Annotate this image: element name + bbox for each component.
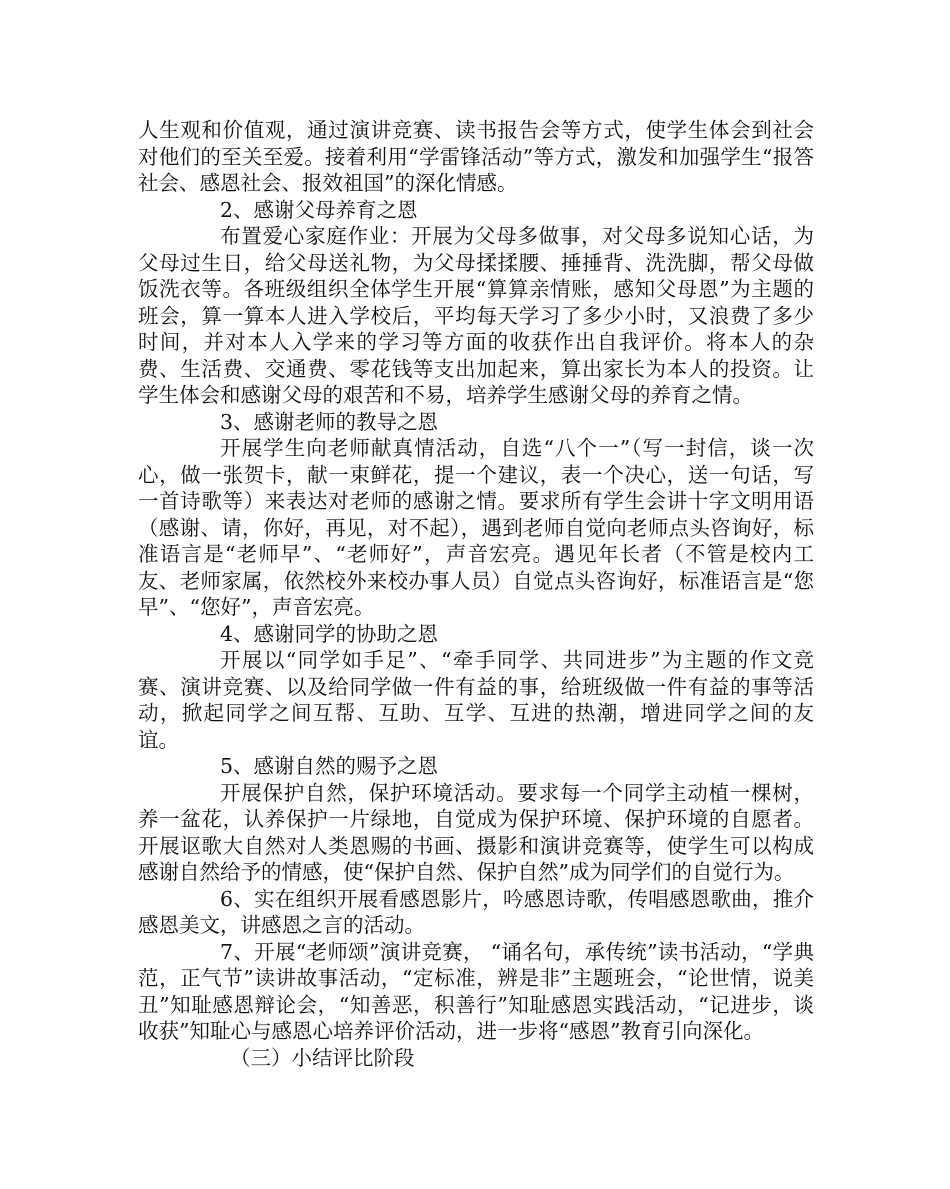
stage-heading-summary: （三）小结评比阶段 [230,1045,415,1070]
paragraph-teachers: 开展学生向老师献真情活动，自选“八个一”（写一封信，谈一次心，做一张贺卡，献一束鲜花，提一个建议，表一个决心，送一句话，写一首诗歌等）来表达对老师的感谢之情。要求所有学生会讲十字文明用语（感谢、请，你好，再见，对不起），遇到老师自觉向老师点头咨询好，标准语言是“老师早”、“老师好”，声音宏亮。遇见年长者（不管是校内工友、老师家属，依然校外来校办事人员）自觉点头咨询好，标准语言是“您早”、“您好”，声音宏亮。 [138,436,814,619]
paragraph-parents: 布置爱心家庭作业：开展为父母多做事，对父母多说知心话，为父母过生日，给父母送礼物，为父母揉揉腰、捶捶背、洗洗脚，帮父母做饭洗衣等。各班级组织全体学生开展“算算亲情账，感知父母恩”为主题的班会，算一算本人进入学校后，平均每天学习了多少小时，又浪费了多少时间，并对本人入学来的学习等方面的收获作出自我评价。将本人的杂费、生活费、交通费、零花钱等支出加起来，算出家长为本人的投资。让学生体会和感谢父母的艰苦和不易，培养学生感谢父母的养育之情。 [138,224,814,407]
document-body [138,117,814,1071]
paragraph-classmates: 开展以“同学如手足”、“牵手同学、共同进步”为主题的作文竞赛、演讲竞赛、以及给同学做一件有益的事，给班级做一件有益的事等活动，掀起同学之间互帮、互助、互学、互进的热潮，增进同学之间的友谊。 [138,648,814,752]
paragraph-intro: 人生观和价值观，通过演讲竞赛、读书报告会等方式，使学生体会到社会对他们的至关至爱。接着利用“学雷锋活动”等方式，激发和加强学生“报答社会、感恩社会、报效祖国”的深化情感。 [138,118,814,195]
section-heading-teachers: 3、感谢老师的教导之恩 [220,409,439,434]
paragraph-item-7: 7、开展“老师颂”演讲竞赛， “诵名句，承传统”读书活动，“学典范，正气节”读讲故事活动，“定标准，辨是非”主题班会，“论世情，说美丑”知耻感恩辩论会，“知善恶，积善行”知耻感恩实践活动，“记进步，谈收获”知耻心与感恩心培养评价活动，进一步将“感恩”教育引向深化。 [138,939,814,1043]
section-heading-nature: 5、感谢自然的赐予之恩 [220,754,439,778]
section-heading-parents: 2、感谢父母养育之恩 [220,197,418,222]
paragraph-item-6: 6、实在组织开展看感恩影片，吟感恩诗歌，传唱感恩歌曲，推介感恩美文，讲感恩之言的活动。 [138,886,814,937]
paragraph-nature: 开展保护自然，保护环境活动。要求每一个同学主动植一棵树，养一盆花，认养保护一片绿地，自觉成为保护环境、保护环境的自愿者。开展讴歌大自然对人类恩赐的书画、摄影和演讲竞赛等，使学生可以构成感谢自然给予的情感，使“保护自然、保护自然”成为同学们的自觉行为。 [138,780,814,884]
section-heading-classmates: 4、感谢同学的协助之恩 [220,621,439,646]
